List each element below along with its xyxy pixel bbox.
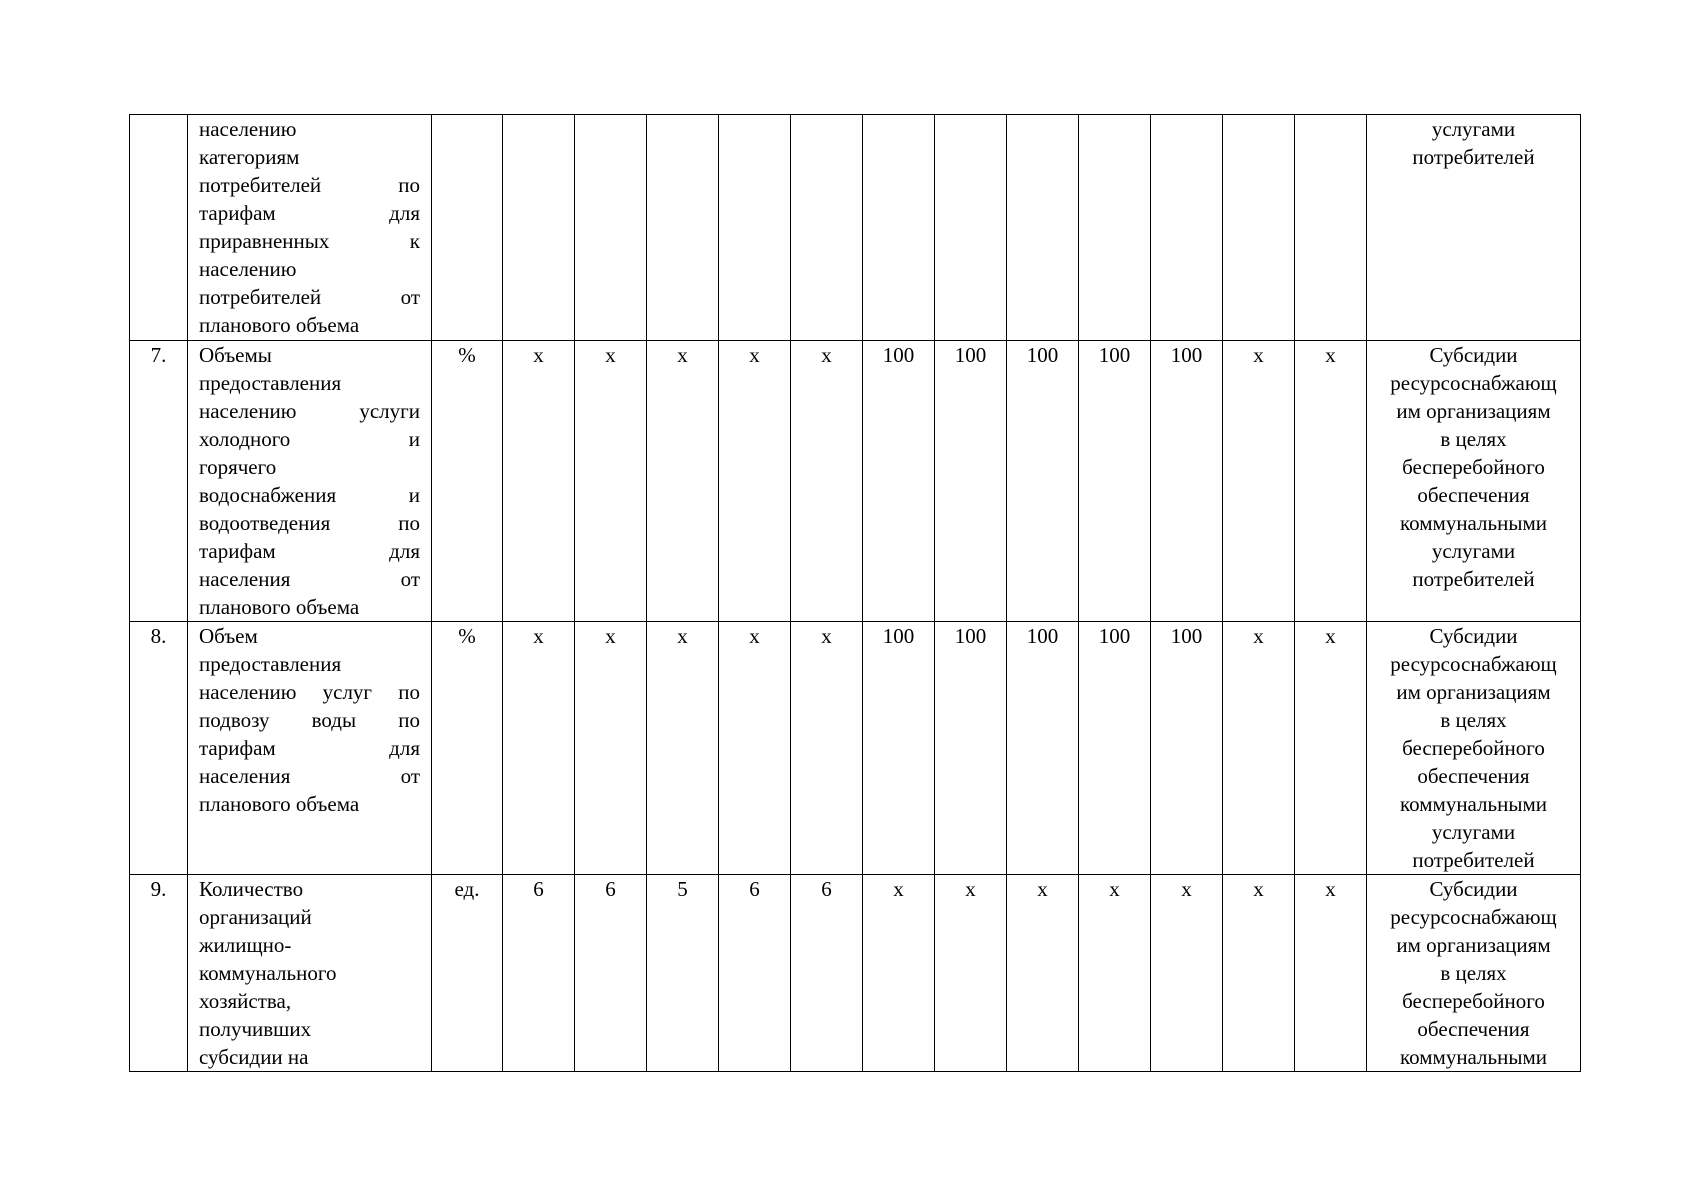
indicator-name-line: предоставления — [199, 652, 342, 676]
value-cell: х — [719, 622, 791, 875]
value-cell: 6 — [575, 875, 647, 1072]
funding-source-line: ресурсоснабжающ — [1390, 905, 1557, 929]
value-cell: х — [1295, 622, 1367, 875]
indicator-name-cell — [188, 622, 432, 875]
funding-source-line: потребителей — [1412, 848, 1535, 872]
indicator-name-cell — [188, 115, 432, 341]
value-cell — [791, 115, 863, 341]
value-cell: х — [1223, 875, 1295, 1072]
value-cell — [503, 115, 575, 341]
funding-source-line: Субсидии — [1429, 877, 1518, 901]
funding-source-line: им организациям — [1396, 399, 1551, 423]
funding-source-line: услугами — [1431, 539, 1516, 563]
indicator-name-line: планового объема — [199, 313, 360, 337]
table-row — [130, 341, 1581, 622]
value-cell: 5 — [647, 875, 719, 1072]
indicator-name-line: населению — [199, 117, 297, 141]
funding-source-line: Субсидии — [1429, 624, 1518, 648]
unit-cell: % — [432, 622, 503, 875]
value-cell — [1151, 115, 1223, 341]
indicator-name-line: тарифам для — [199, 201, 420, 225]
indicator-name-line: субсидии на — [199, 1045, 309, 1069]
indicator-name-line: потребителей по — [199, 173, 420, 197]
indicator-name-line: потребителей от — [199, 285, 420, 309]
value-cell — [863, 115, 935, 341]
table-body — [130, 115, 1581, 1072]
value-cell: х — [1295, 341, 1367, 622]
funding-source-line: в целях — [1440, 708, 1507, 732]
funding-source-cell — [1367, 875, 1581, 1072]
funding-source-line: бесперебойного — [1402, 989, 1545, 1013]
value-cell — [1079, 115, 1151, 341]
value-cell: х — [1079, 875, 1151, 1072]
value-cell: 100 — [1007, 622, 1079, 875]
indicator-name-line: населения от — [199, 764, 420, 788]
value-cell: 100 — [863, 622, 935, 875]
funding-source-line: в целях — [1440, 427, 1507, 451]
indicator-name-line: получивших — [199, 1017, 312, 1041]
indicator-name-line: жилищно- — [199, 933, 292, 957]
indicator-name-line: Количество — [199, 877, 304, 901]
value-cell: х — [791, 341, 863, 622]
indicator-name-line: населению услуги — [199, 399, 420, 423]
table-row — [130, 622, 1581, 875]
indicator-name-line: холодного и — [199, 427, 420, 451]
value-cell: 6 — [503, 875, 575, 1072]
value-cell: 100 — [1151, 622, 1223, 875]
value-cell: х — [647, 341, 719, 622]
indicator-name-line: Объемы — [199, 343, 272, 367]
value-cell: 100 — [935, 622, 1007, 875]
funding-source-line: им организациям — [1396, 680, 1551, 704]
indicator-name-line: горячего — [199, 455, 277, 479]
value-cell: х — [575, 622, 647, 875]
table-row — [130, 115, 1581, 341]
indicator-name-line: населению — [199, 257, 297, 281]
value-cell: х — [1151, 875, 1223, 1072]
indicator-name-line: Объем — [199, 624, 258, 648]
value-cell — [575, 115, 647, 341]
indicator-name-line: организаций — [199, 905, 312, 929]
value-cell: х — [1007, 875, 1079, 1072]
funding-source-line: коммунальными — [1400, 511, 1547, 535]
value-cell — [719, 115, 791, 341]
unit-cell: % — [432, 341, 503, 622]
funding-source-line: в целях — [1440, 961, 1507, 985]
value-cell: 6 — [791, 875, 863, 1072]
funding-source-line: бесперебойного — [1402, 736, 1545, 760]
row-number-cell — [130, 115, 188, 341]
value-cell: х — [575, 341, 647, 622]
value-cell — [1295, 115, 1367, 341]
value-cell: 100 — [1079, 341, 1151, 622]
value-cell: х — [935, 875, 1007, 1072]
funding-source-cell — [1367, 115, 1581, 341]
indicator-name-line: подвозу воды по — [199, 708, 420, 732]
value-cell — [1223, 115, 1295, 341]
value-cell: х — [647, 622, 719, 875]
value-cell: 100 — [1079, 622, 1151, 875]
indicator-name-cell — [188, 875, 432, 1072]
row-number-cell: 9. — [130, 875, 188, 1072]
value-cell: 100 — [863, 341, 935, 622]
indicator-name-line: предоставления — [199, 371, 342, 395]
indicator-name-line: планового объема — [199, 792, 360, 816]
indicator-name-line: хозяйства, — [199, 989, 292, 1013]
funding-source-cell — [1367, 341, 1581, 622]
indicator-name-line: водоснабжения и — [199, 483, 420, 507]
unit-cell: ед. — [432, 875, 503, 1072]
indicator-name-line: планового объема — [199, 595, 360, 619]
funding-source-line: им организациям — [1396, 933, 1551, 957]
indicator-name-line: населения от — [199, 567, 420, 591]
funding-source-line: потребителей — [1412, 145, 1535, 169]
value-cell: 100 — [935, 341, 1007, 622]
indicator-name-line: тарифам для — [199, 539, 420, 563]
funding-source-line: обеспечения — [1417, 764, 1530, 788]
funding-source-line: ресурсоснабжающ — [1390, 652, 1557, 676]
indicator-name-line: приравненных к — [199, 229, 420, 253]
value-cell: х — [719, 341, 791, 622]
indicators-table — [129, 114, 1581, 1072]
value-cell: х — [791, 622, 863, 875]
funding-source-line: обеспечения — [1417, 1017, 1530, 1041]
indicator-name-line: тарифам для — [199, 736, 420, 760]
value-cell: х — [1295, 875, 1367, 1072]
indicator-name-cell — [188, 341, 432, 622]
indicator-name-line: категориям — [199, 145, 300, 169]
unit-cell — [432, 115, 503, 341]
indicator-name-line: коммунального — [199, 961, 337, 985]
value-cell — [935, 115, 1007, 341]
funding-source-line: Субсидии — [1429, 343, 1518, 367]
funding-source-line: услугами — [1431, 117, 1516, 141]
row-number-cell: 8. — [130, 622, 188, 875]
table-row — [130, 875, 1581, 1072]
value-cell — [1007, 115, 1079, 341]
row-number-cell: 7. — [130, 341, 188, 622]
value-cell: х — [1223, 341, 1295, 622]
funding-source-cell — [1367, 622, 1581, 875]
funding-source-line: услугами — [1431, 820, 1516, 844]
value-cell: х — [503, 622, 575, 875]
indicator-name-line: населению услуг по — [199, 680, 420, 704]
value-cell: х — [863, 875, 935, 1072]
funding-source-line: коммунальными — [1400, 792, 1547, 816]
value-cell: 6 — [719, 875, 791, 1072]
funding-source-line: бесперебойного — [1402, 455, 1545, 479]
value-cell — [647, 115, 719, 341]
value-cell: 100 — [1007, 341, 1079, 622]
value-cell: х — [503, 341, 575, 622]
value-cell: 100 — [1151, 341, 1223, 622]
value-cell: х — [1223, 622, 1295, 875]
funding-source-line: коммунальными — [1400, 1045, 1547, 1069]
funding-source-line: потребителей — [1412, 567, 1535, 591]
indicator-name-line: водоотведения по — [199, 511, 420, 535]
funding-source-line: обеспечения — [1417, 483, 1530, 507]
funding-source-line: ресурсоснабжающ — [1390, 371, 1557, 395]
